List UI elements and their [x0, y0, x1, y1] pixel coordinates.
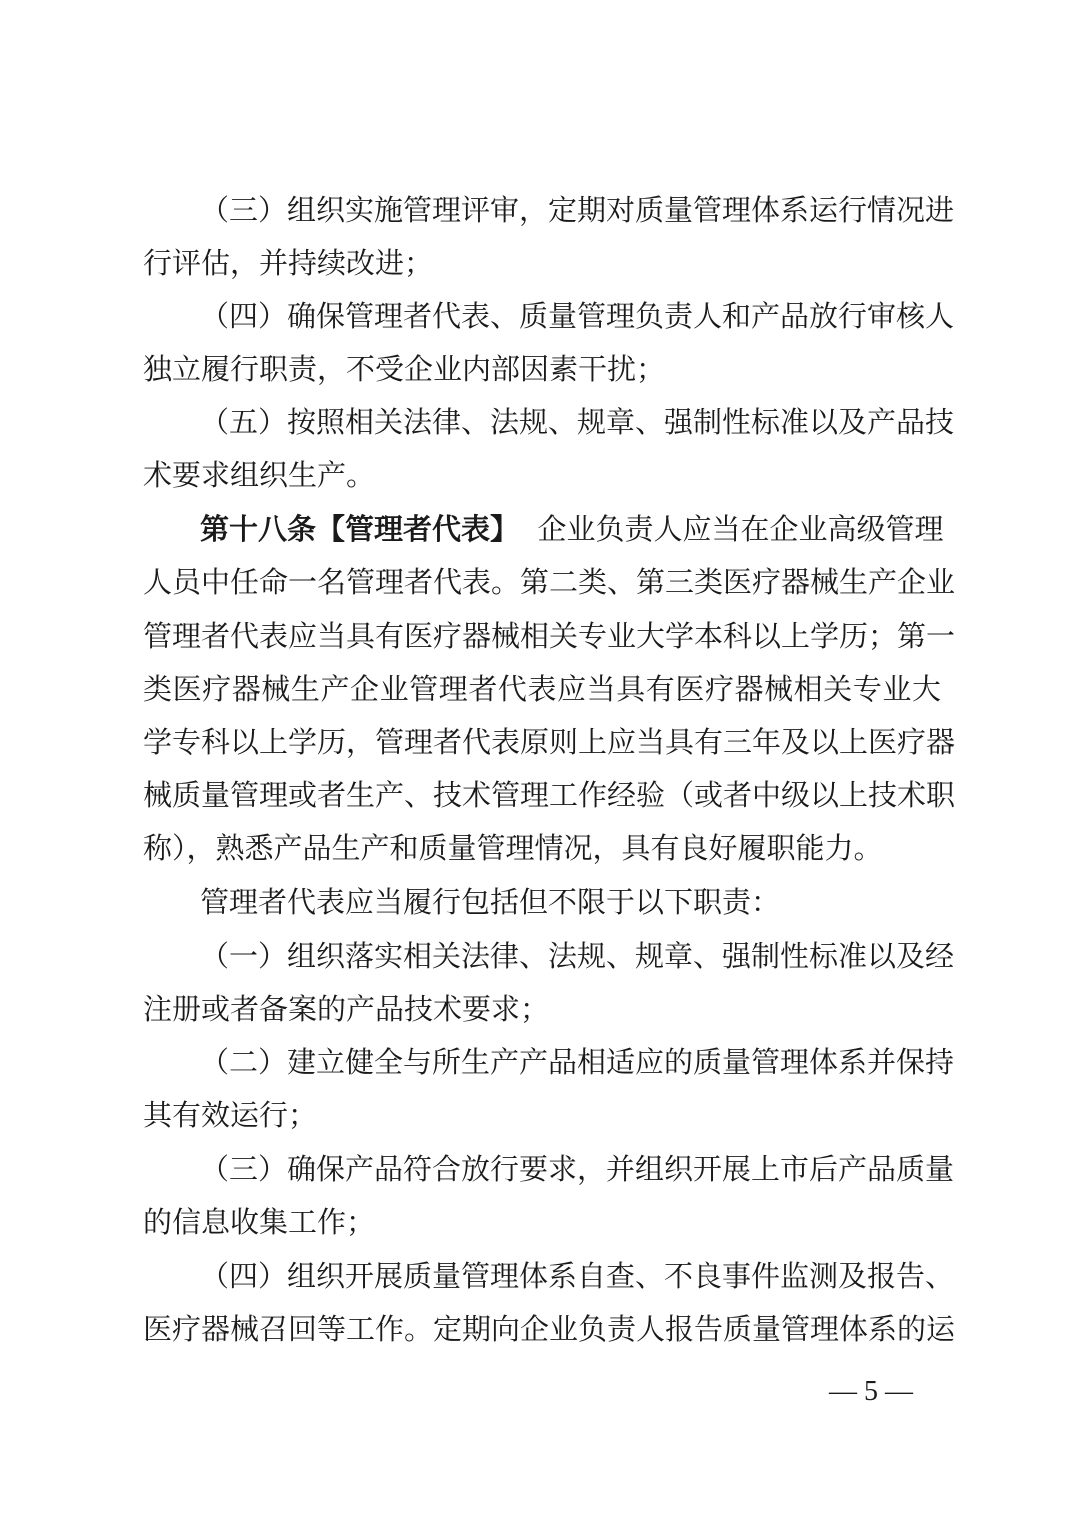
paragraph-line: （四）确保管理者代表、质量管理负责人和产品放行审核人 — [200, 299, 955, 333]
paragraph-line: 类医疗器械生产企业管理者代表应当具有医疗器械相关专业大 — [143, 672, 941, 706]
paragraph-line: （五）按照相关法律、法规、规章、强制性标准以及产品技 — [200, 405, 955, 439]
paragraph-line: （三）组织实施管理评审，定期对质量管理体系运行情况进 — [200, 193, 955, 227]
paragraph-line: 其有效运行； — [143, 1098, 318, 1132]
paragraph-line: 医疗器械召回等工作。定期向企业负责人报告质量管理体系的运 — [143, 1312, 956, 1346]
paragraph-line: 行评估，并持续改进； — [143, 246, 434, 280]
paragraph-line: 管理者代表应当履行包括但不限于以下职责： — [200, 885, 781, 919]
paragraph-line: 注册或者备案的产品技术要求； — [143, 992, 550, 1026]
article-heading-gap — [519, 512, 537, 546]
paragraph-line: （一）组织落实相关法律、法规、规章、强制性标准以及经 — [200, 939, 955, 973]
paragraph-line: 学专科以上学历，管理者代表原则上应当具有三年及以上医疗器 — [143, 725, 956, 759]
paragraph-line: 械质量管理或者生产、技术管理工作经验（或者中级以上技术职 — [143, 778, 956, 812]
article-first-line — [200, 507, 944, 551]
paragraph-line: 的信息收集工作； — [143, 1205, 376, 1239]
paragraph-line: 术要求组织生产。 — [143, 458, 376, 492]
paragraph-line: 独立履行职责，不受企业内部因素干扰； — [143, 352, 666, 386]
paragraph-line: 称），熟悉产品生产和质量管理情况，具有良好履职能力。 — [143, 831, 883, 865]
paragraph-line: 人员中任命一名管理者代表。第二类、第三类医疗器械生产企业 — [143, 565, 956, 599]
paragraph-line: 管理者代表应当具有医疗器械相关专业大学本科以上学历；第一 — [143, 619, 956, 653]
paragraph-line: （四）组织开展质量管理体系自查、不良事件监测及报告、 — [200, 1259, 955, 1293]
article-first-line-text: 企业负责人应当在企业高级管理 — [537, 512, 944, 546]
paragraph-line: （三）确保产品符合放行要求，并组织开展上市后产品质量 — [200, 1152, 955, 1186]
paragraph-line: （二）建立健全与所生产产品相适应的质量管理体系并保持 — [200, 1045, 955, 1079]
page-number: — 5 — — [829, 1376, 913, 1407]
article-heading: 第十八条【管理者代表】 — [200, 512, 520, 546]
